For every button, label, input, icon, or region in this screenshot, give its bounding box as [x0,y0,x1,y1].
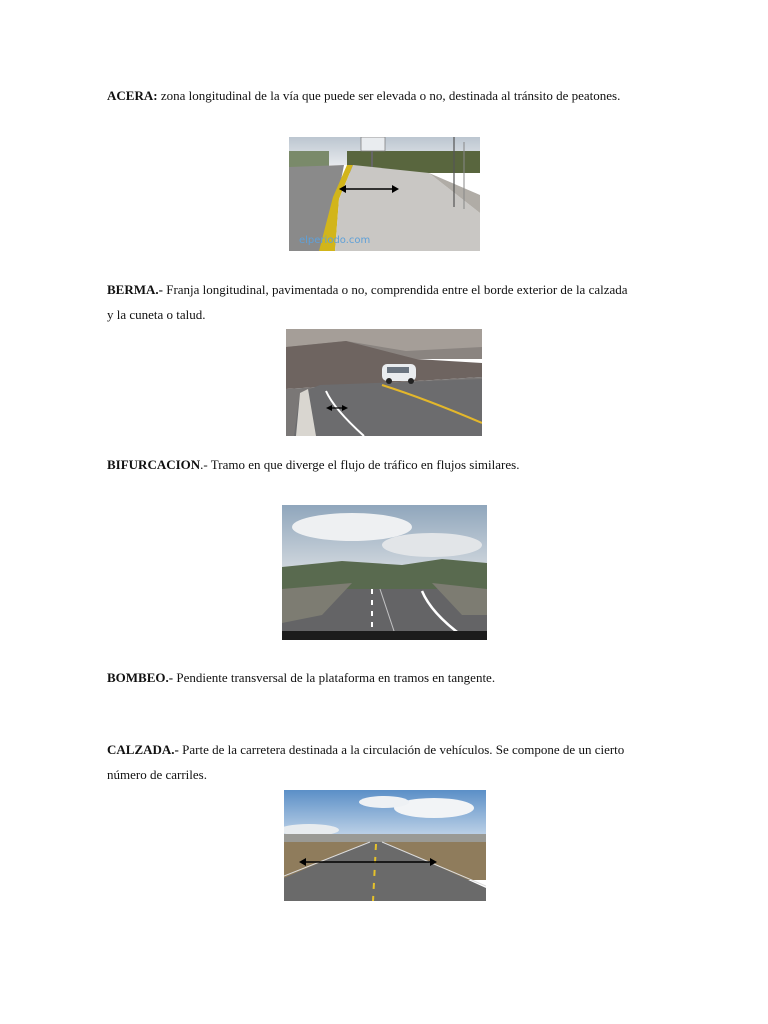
entry-berma [107,278,667,327]
definition-acera: zona longitudinal de la vía que puede ser elevada o no, destinada al tránsito de peatones. [157,88,621,103]
roadway-photo [284,790,486,901]
entry-acera [107,84,667,109]
term-calzada: CALZADA.- [107,742,179,757]
bifurcation-photo [282,505,487,640]
entry-bifurcacion [107,453,667,478]
definition-calzada: Parte de la carretera destinada a la circulación de vehículos. Se compone de un cierto [178,742,625,757]
definition-calzada-line2: número de carriles. [107,766,207,782]
definition-berma-line2: y la cuneta o talud. [107,306,206,322]
definition-bifurcacion: .- Tramo en que diverge el flujo de tráfico en flujos similares. [200,457,520,472]
shoulder-photo [286,329,482,436]
sidewalk-photo [289,137,480,251]
term-bifurcacion: BIFURCACION [107,457,201,472]
photo-watermark: elperiodo.com [299,235,371,246]
definition-bombeo: Pendiente transversal de la plataforma en tramos en tangente. [173,670,496,685]
term-berma: BERMA.- [107,282,163,297]
definition-berma: Franja longitudinal, pavimentada o no, comprendida entre el borde exterior de la calzada [162,282,628,297]
term-acera: ACERA: [107,88,158,103]
term-bombeo: BOMBEO.- [107,670,174,685]
entry-bombeo [107,666,667,691]
entry-calzada [107,738,667,787]
